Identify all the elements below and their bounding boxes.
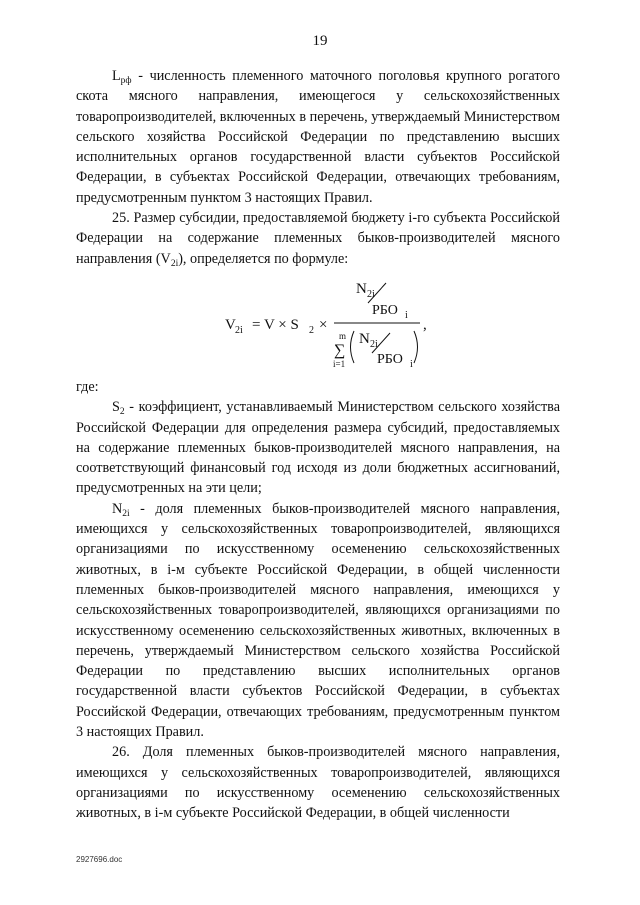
formula-den-rbo-sub: i <box>410 358 413 370</box>
paragraph-26: 26. Доля племенных быков-производителей мясного направления, имеющихся у сельскохозяйственных товаропроизводителей, являющихся организациями по искусственному осеменению сельскохозяйственных животных, в i-м субъекте Российской Федерации, в общей численности <box>76 744 560 822</box>
paragraph-25 <box>76 208 560 269</box>
formula-num-n-sub: 2i <box>367 288 375 300</box>
formula-num-n: N <box>356 280 367 297</box>
formula-den-n: N <box>359 330 370 347</box>
formula-right-paren <box>414 331 418 363</box>
paragraph-lrf-definition <box>76 66 560 208</box>
formula-eq-v-s: = V × S <box>252 316 299 333</box>
s2-definition-text: - коэффициент, устанавливаемый Министерством сельского хозяйства Российской Федерации для определения размера субсидий, предоставляемых на содержание племенных быков-производителей мясного направления, на соответствующий финансовый год исходя из доли бюджетных ассигнований, предусмотренных на эти цели; <box>76 399 560 497</box>
formula-num-rbo-sub: i <box>405 309 408 321</box>
page-number: 19 <box>312 33 328 49</box>
formula-num-rbo: РБО <box>372 302 398 318</box>
formula-lhs-sub: 2i <box>235 324 243 336</box>
formula-den-n-sub: 2i <box>370 338 378 350</box>
symbol-s: S <box>112 399 120 416</box>
paragraph-n2i-definition <box>76 499 560 743</box>
n2i-definition-text: - доля племенных быков-производителей мясного направления, имеющихся у сельскохозяйственных товаропроизводителей, являющихся организациями по искусственному осеменению сельскохозяйственных животных, в i-м субъекте Российской Федерации, в общей численности племенных быков-производителей мясного направления, имеющихся у сельскохозяйственных товаропроизводителей, являющихся организациями по искусственному осеменению сельскохозяйственных животных, включенных в перечень, утверждаемый Министерством сельского хозяйства Российской Федерации по представлению высших исполнительных органов государственной власти субъектов Российской Федерации, в субъектах Российской Федерации, отвечающих требованиям, предусмотренным пунктом 3 настоящих Правил. <box>76 500 560 741</box>
lrf-definition-text: - численность племенного маточного поголовья крупного рогатого скота мясного направления, имеющегося у сельскохозяйственных товаропроизводителей, включенных в перечень, утверждаемый Министерством сельского хозяйства Российской Федерации по представлению высших исполнительных органов государственной власти субъектов Российской Федерации, в субъектах Российской Федерации, отвечающих требованиям, предусмотренным пунктом 3 настоящих Правил. <box>76 68 560 206</box>
paragraph-s2-definition <box>76 397 560 498</box>
paragraph-25-text-a: 25. Размер субсидии, предоставляемой бюджету i-го субъекта Российской Федерации на содержание племенных быков-производителей мясного направления (V <box>76 210 560 267</box>
formula-lhs: V <box>225 316 236 333</box>
formula-sum-top: m <box>339 330 347 341</box>
paragraph-25-text-b: ), определяется по формуле: <box>178 250 349 267</box>
symbol-l-subscript: рф <box>120 76 132 86</box>
formula-sum-bottom: i=1 <box>333 358 346 369</box>
formula-svg <box>76 275 560 371</box>
formula-comma: , <box>423 316 427 333</box>
symbol-n-subscript: 2i <box>122 508 130 519</box>
where-label: где: <box>76 378 99 395</box>
symbol-s-subscript: 2 <box>119 407 125 418</box>
formula <box>76 275 560 371</box>
formula-s-sub: 2 <box>309 324 314 336</box>
paragraph-25-subscript: 2i <box>170 258 179 269</box>
formula-left-paren <box>351 331 355 363</box>
formula-den-rbo: РБО <box>377 351 403 367</box>
symbol-n: N <box>112 500 123 517</box>
formula-sum-sign: ∑ <box>334 341 346 359</box>
symbol-l: L <box>112 68 121 84</box>
document-body <box>76 66 560 824</box>
formula-times: × <box>319 316 328 333</box>
footer-filename: 2927696.doc <box>76 855 123 864</box>
